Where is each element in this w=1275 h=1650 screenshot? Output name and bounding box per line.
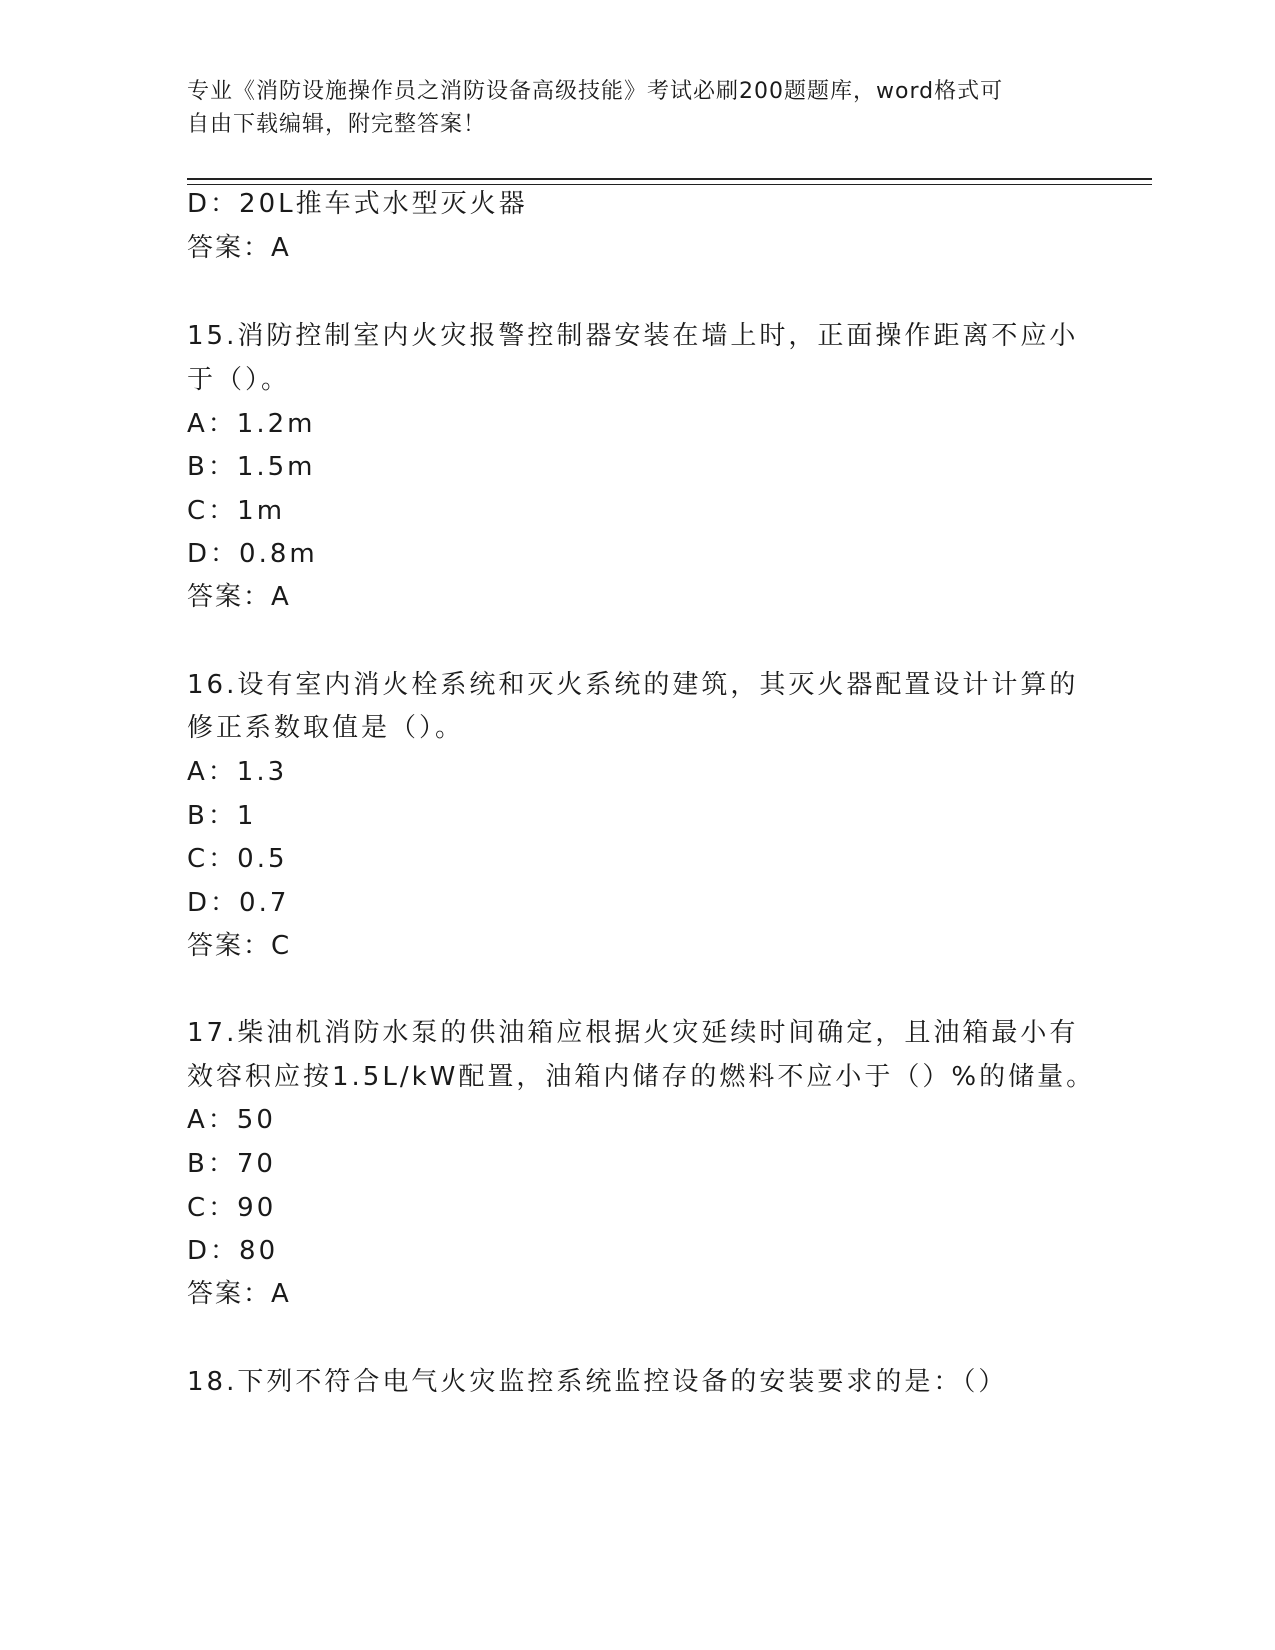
prev-option-d: D：20L推车式水型灭火器 xyxy=(187,189,528,219)
q15-stem-line-2: 于（）。 xyxy=(187,365,291,395)
q16-stem-line-2: 修正系数取值是（）。 xyxy=(187,713,465,743)
q17-stem-line-2: 效容积应按1.5L/kW配置，油箱内储存的燃料不应小于（）%的储量。 xyxy=(187,1062,1096,1092)
q16-answer: 答案：C xyxy=(187,931,292,961)
q17-answer: 答案：A xyxy=(187,1279,291,1309)
q15-option-a: A：1.2m xyxy=(187,409,316,439)
header-line-2: 自由下载编辑，附完整答案！ xyxy=(187,112,487,137)
header-divider-thick xyxy=(187,178,1152,180)
header-line-1: 专业《消防设施操作员之消防设备高级技能》考试必刷200题题库，word格式可 xyxy=(187,79,1004,104)
q16-stem-line-1: 16.设有室内消火栓系统和灭火系统的建筑，其灭火器配置设计计算的 xyxy=(187,670,1079,700)
q15-option-b: B：1.5m xyxy=(187,452,316,482)
q15-stem-line-1: 15.消防控制室内火灾报警控制器安装在墙上时，正面操作距离不应小 xyxy=(187,321,1079,351)
q15-option-c: C：1m xyxy=(187,496,286,526)
q16-option-b: B：1 xyxy=(187,801,257,831)
q17-option-c: C：90 xyxy=(187,1193,277,1223)
q16-option-d: D：0.7 xyxy=(187,888,290,918)
header-divider-thin xyxy=(187,184,1152,185)
q16-option-c: C：0.5 xyxy=(187,844,288,874)
document-header xyxy=(187,75,1067,141)
q18-stem-line-1: 18.下列不符合电气火灾监控系统监控设备的安装要求的是：（） xyxy=(187,1367,1008,1397)
q15-answer: 答案：A xyxy=(187,582,291,612)
q16-option-a: A：1.3 xyxy=(187,757,288,787)
prev-answer: 答案：A xyxy=(187,233,291,263)
q15-option-d: D：0.8m xyxy=(187,539,318,569)
q17-option-a: A：50 xyxy=(187,1105,276,1135)
q17-stem-line-1: 17.柴油机消防水泵的供油箱应根据火灾延续时间确定，且油箱最小有 xyxy=(187,1018,1079,1048)
q17-option-d: D：80 xyxy=(187,1236,279,1266)
q17-option-b: B：70 xyxy=(187,1149,276,1179)
